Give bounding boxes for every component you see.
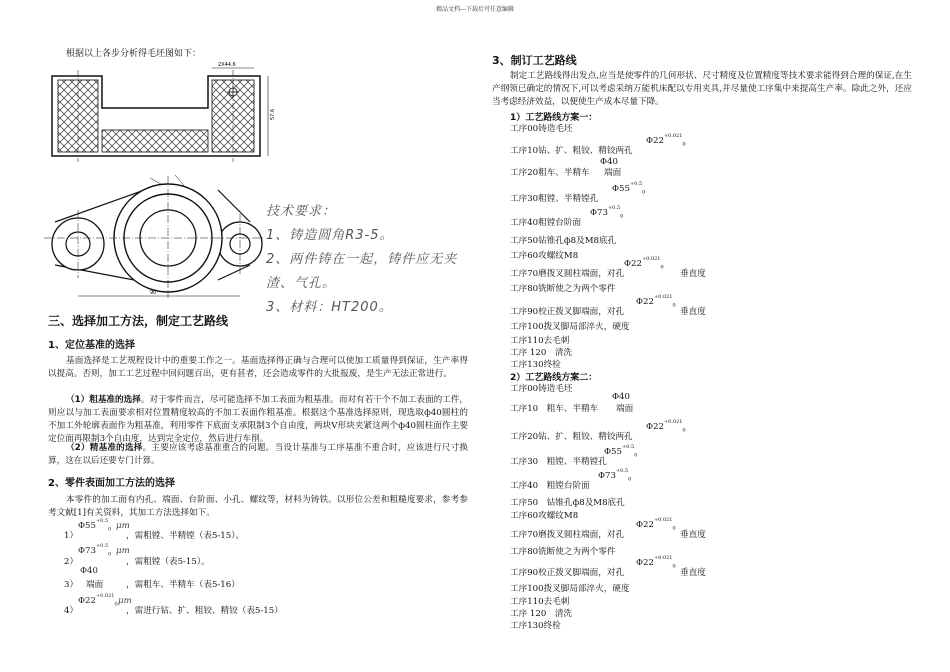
plan-2-step-30-symbol: $\Phi 55^{+0.5}_0$ (604, 444, 638, 459)
item-1-symbol: $\Phi 55^{+0.5}_0$ (78, 518, 112, 533)
plan-1-step-100: 工序100拨叉脚局部淬火，硬度 (510, 322, 630, 332)
plan-2-step-00: 工序00铸造毛坯 (510, 384, 573, 394)
plan-1-step-20-tail: 端面 (604, 168, 622, 178)
item-4-symbol: $\Phi 22^{+0.021}_0$ (78, 593, 118, 608)
item-3: 3） (64, 580, 79, 590)
plan-2-step-90-symbol: $\Phi 22^{+0.021}_0$ (636, 555, 676, 570)
plan-2-step-10: 工序10 粗车、半精车 (510, 404, 599, 414)
plan-2-title: 2）工艺路线方案二： (510, 373, 598, 383)
item-3-symbol: Φ40 (80, 566, 98, 576)
plan-1-title: 1）工艺路线方案一： (510, 113, 598, 123)
plan-1-step-40-symbol: $\Phi 73^{+0.5}_0$ (590, 205, 624, 220)
plan-1-step-40: 工序40粗镗台阶面 (510, 218, 582, 228)
item-2-symbol: $\Phi 73^{+0.5}_0$ (78, 543, 112, 558)
rough-datum-text: 。对于零件而言，尽可能选择不加工表面为粗基准。而对有若干个不加工表面的工件，则应以与加工表面要求相对位置精度较高的不加工表面作粗基准。根据这个基准选择原则，现选取ф40圆柱的不加工外轮廓表面作为粗基准，利用零件下底面支承限制3个自由度，两块V形块夹紧这两个ф40圆柱面作主要定位面再限制3个自由度，达到完全定位，然后进行车削。 (48, 395, 468, 444)
plan-1-step-90-symbol: $\Phi 22^{+0.021}_0$ (636, 294, 676, 309)
plan-1-step-70-symbol: $\Phi 22^{+0.021}_0$ (624, 256, 664, 271)
paragraph-datum-intro (48, 355, 468, 381)
plan-2-step-40: 工序40 粗镗台阶面 (510, 481, 590, 491)
item-1-text: ，需粗镗、半精镗（表5-15）。 (126, 531, 245, 541)
plan-1-step-00: 工序00铸造毛坯 (510, 124, 573, 134)
plan-2-step-40-symbol: $\Phi 73^{+0.5}_0$ (598, 468, 632, 483)
tech-req-line-4: 3、材料：HT200。 (266, 300, 393, 315)
datum-intro-text: 基面选择是工艺规程设计中的重要工作之一。基面选择得正确与合理可以使加工质量得到保证，生产率得以提高。否则，加工工艺过程中回问题百出，更有甚者，还会造成零件的大批报废，是生产无法正常进行。 (48, 356, 468, 379)
item-2-unit: μm (116, 546, 130, 556)
plan-1-step-80: 工序80铣断使之为两个零件 (510, 284, 616, 294)
plan-2-step-20-symbol: $\Phi 22^{+0.021}_0$ (646, 419, 686, 434)
bottom-dimension: 90 (150, 290, 157, 296)
plan-2-step-50: 工序50 钻锥孔ф8及M8底孔 (510, 498, 625, 508)
surface-methods-text: 本零件的加工面有内孔、端面、台阶面、小孔、螺纹等，材料为铸铁。以形位公差和粗糙度要求，参考参考文献[1]有关资料，其加工方法选择如下。 (48, 495, 468, 518)
plan-view-drawing (40, 170, 265, 305)
plan-2-step-100: 工序100拨叉脚局部淬火，硬度 (510, 584, 630, 594)
tech-req-line-1: 1、铸造圆角R3-5。 (266, 228, 394, 243)
plan-2-step-70-tail: 垂直度 (680, 530, 706, 540)
paragraph-route-intro (492, 70, 912, 109)
plan-2-step-20: 工序20钻、扩、粗铰、精铰两孔 (510, 432, 633, 442)
plan-1-step-60: 工序60攻螺纹M8 (510, 251, 579, 261)
item-4-text: ，需进行钻、扩、粗铰、精铰（表5-15） (126, 606, 283, 616)
paragraph-rough-datum (48, 394, 468, 446)
item-3-word: 端面 (86, 580, 104, 590)
route-intro-text: 制定工艺路线得出发点,应当是使零件的几何形状、尺寸精度及位置精度等技术要求能得到合理的保证,在生产纲领已确定的情况下,可以考虑采纳万能机床配以专用夹具,并尽量使工序集中来提高生产率。除此之外，还应当考虑经济效益，以便使生产成本尽量下降。 (492, 71, 912, 107)
plan-2-step-60: 工序60攻螺纹M8 (510, 511, 579, 521)
plan-1-step-110: 工序110去毛刺 (510, 336, 570, 346)
tech-req-line-2: 2、两件铸在一起，铸件应无夹 (266, 252, 458, 267)
section-title-3: 三、选择加工方法，制定工艺路线 (48, 314, 229, 328)
item-1-unit: μm (116, 521, 130, 531)
rough-datum-label: （1）粗基准的选择 (66, 395, 141, 405)
blank-section-drawing (40, 58, 280, 168)
fine-datum-text: 。主要应该考虑基准重合的问题。当设计基准与工序基准不重合时，应该进行尺寸换算，这在以后还要专门计算。 (48, 443, 468, 466)
plan-1-step-20: 工序20粗车、半精车 (510, 168, 590, 178)
plan-1-step-30: 工序30粗镗、半精镗孔 (510, 194, 599, 204)
subsection-surface-methods: 2、零件表面加工方法的选择 (48, 478, 175, 489)
tech-req-line-3: 渣、气孔。 (266, 276, 337, 291)
plan-1-step-130: 工序130终检 (510, 360, 561, 370)
plan-1-step-10-symbol: $\Phi 22^{+0.021}_0$ (646, 133, 686, 148)
plan-2-step-90: 工序90校正拨叉脚端面，对孔 (510, 568, 625, 578)
item-1: 1） (64, 531, 79, 541)
plan-1-step-30-symbol: $\Phi 55^{+0.5}_0$ (612, 181, 646, 196)
item-2: 2） (64, 557, 79, 567)
plan-2-step-70: 工序70磨拨叉圆柱端面，对孔 (510, 530, 625, 540)
section-title-route: 3、制订工艺路线 (492, 54, 577, 67)
plan-1-step-90-tail: 垂直度 (680, 307, 706, 317)
page-header: 精品文档---下载后可任意编辑 (435, 6, 515, 13)
plan-1-step-70: 工序70磨拨叉圆柱端面，对孔 (510, 269, 625, 279)
plan-2-step-10-tail: 端面 (616, 404, 634, 414)
paragraph-surface-methods (48, 494, 468, 520)
plan-2-step-110: 工序110去毛刺 (510, 597, 570, 607)
plan-2-step-10-symbol: Φ40 (612, 392, 630, 402)
subsection-datum: 1、定位基准的选择 (48, 340, 135, 351)
top-dimension: 2X44.6 (218, 62, 236, 68)
plan-1-step-70-tail: 垂直度 (680, 269, 706, 279)
plan-1-step-50: 工序50钻锥孔ф8及M8底孔 (510, 236, 617, 246)
item-3-text: ，需粗车、半精车（表5-16） (126, 580, 240, 590)
plan-1-step-90: 工序90校正拨叉脚端面，对孔 (510, 307, 625, 317)
plan-2-step-90-tail: 垂直度 (680, 568, 706, 578)
item-4-unit: μm (118, 596, 132, 606)
plan-2-step-120: 工序 120 清洗 (510, 609, 573, 619)
plan-2-step-70-symbol: $\Phi 22^{+0.021}_0$ (636, 517, 676, 532)
plan-1-step-120: 工序 120 清洗 (510, 348, 573, 358)
technical-requirements (266, 200, 458, 320)
fine-datum-label: （2）精基准的选择 (66, 443, 143, 453)
plan-2-step-80: 工序80铣断使之为两个零件 (510, 547, 616, 557)
plan-2-step-130: 工序130终检 (510, 621, 561, 631)
paragraph-fine-datum (48, 442, 468, 468)
item-4: 4） (64, 606, 79, 616)
plan-1-step-20-symbol: Φ40 (600, 157, 618, 167)
plan-2-step-30: 工序30 粗镗、半精镗孔 (510, 457, 607, 467)
intro-text: 根据以上各步分析得毛坯图如下： (66, 49, 202, 59)
plan-1-step-10: 工序10钻、扩、粗铰、精铰两孔 (510, 146, 633, 156)
side-dimension: 57.6 (270, 108, 276, 120)
tech-req-title: 技术要求： (266, 204, 337, 219)
item-2-text: ，需粗镗（表5-15）。 (126, 557, 210, 567)
